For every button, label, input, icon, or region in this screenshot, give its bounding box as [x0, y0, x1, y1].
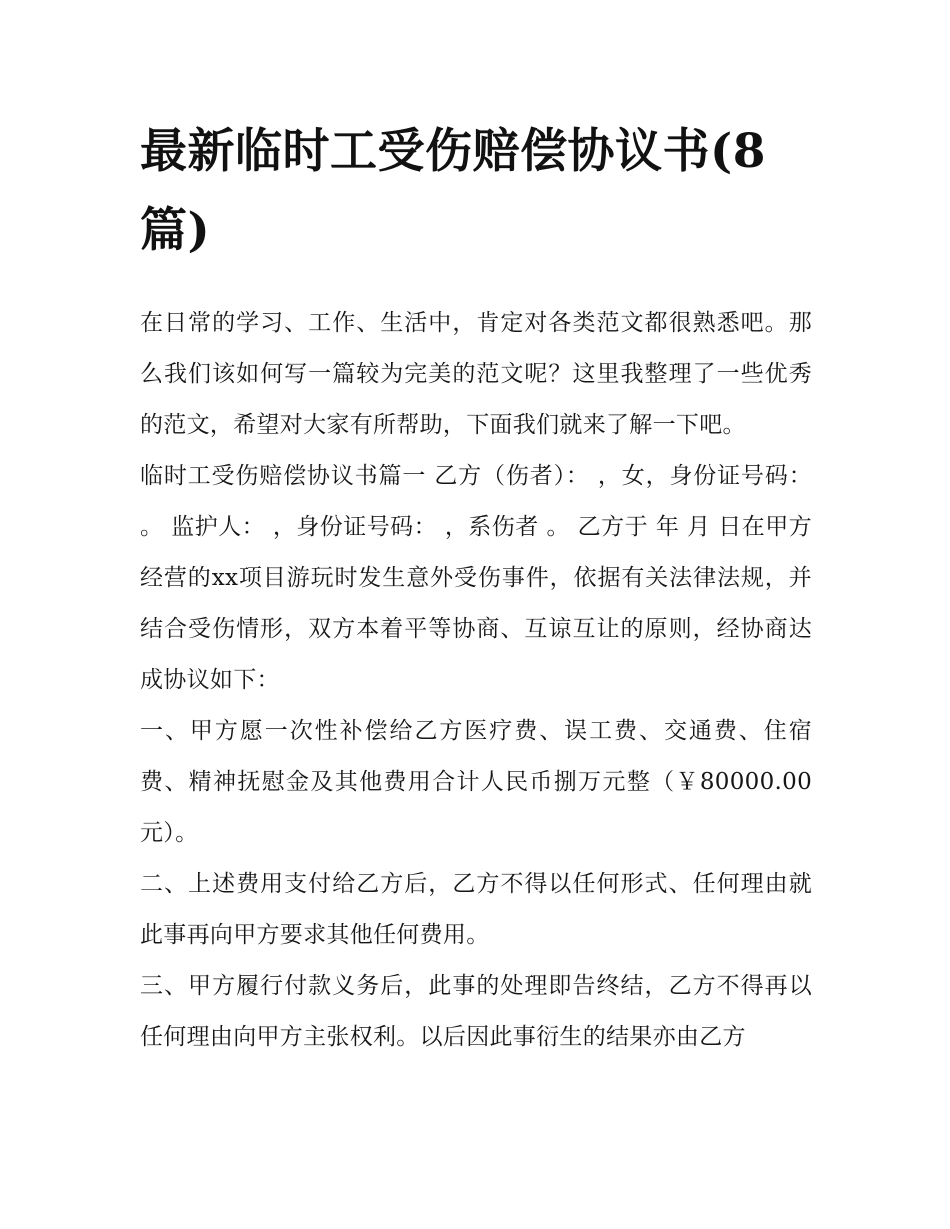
clause-three-paragraph: 三、甲方履行付款义务后，此事的处理即告终结，乙方不得再以任何理由向甲方主张权利。以后因此事衍生的结果亦由乙方: [140, 973, 812, 1050]
document-content: [140, 112, 812, 1063]
clause-one-paragraph: 一、甲方愿一次性补偿给乙方医疗费、误工费、交通费、住宿费、精神抚慰金及其他费用合计人民币捌万元整（￥80000.00元）。: [140, 718, 812, 846]
document-body: [140, 298, 812, 1063]
agreement-preamble-paragraph: 临时工受伤赔偿协议书篇一 乙方（伤者）： ，女，身份证号码： 。 监护人： ，身份证号码： ，系伤者 。 乙方于 年 月 日在甲方经营的xx项目游玩时发生意外受伤事件，依据有关法律法规，并结合受伤情形，双方本着平等协商、互谅互让的原则，经协商达成协议如下：: [140, 463, 812, 693]
document-title: 最新临时工受伤赔偿协议书(8篇): [140, 124, 766, 258]
intro-paragraph: 在日常的学习、工作、生活中，肯定对各类范文都很熟悉吧。那么我们该如何写一篇较为完美的范文呢？这里我整理了一些优秀的范文，希望对大家有所帮助，下面我们就来了解一下吧。: [140, 310, 812, 438]
clause-two-paragraph: 二、上述费用支付给乙方后，乙方不得以任何形式、任何理由就此事再向甲方要求其他任何费用。: [140, 871, 812, 948]
